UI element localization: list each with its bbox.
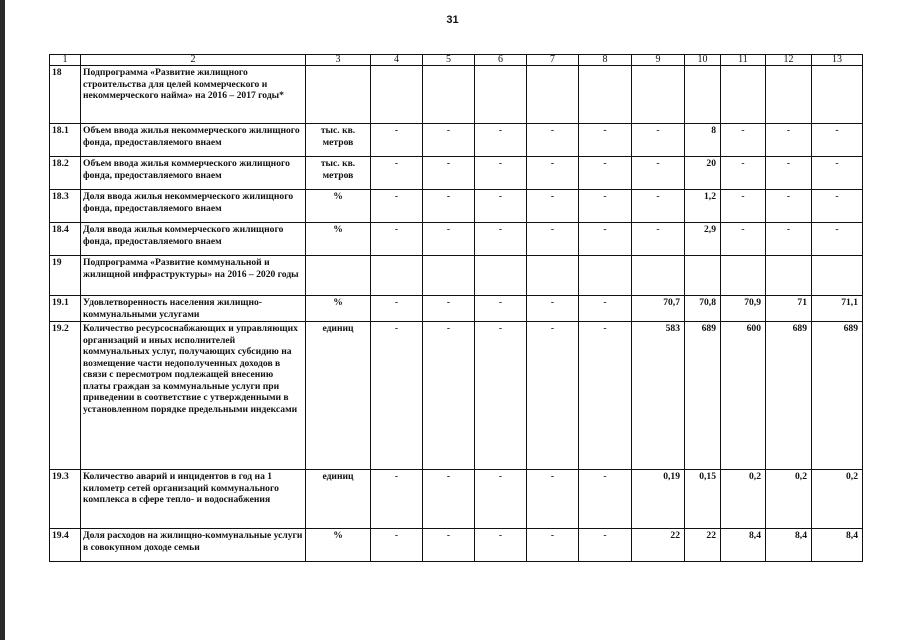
value-cell-col-7: -: [527, 190, 579, 223]
value-cell-col-4: -: [371, 190, 423, 223]
unit-of-measure: %: [306, 190, 371, 223]
value-cell-col-10: [685, 256, 721, 296]
unit-of-measure: %: [306, 223, 371, 256]
value-cell-col-5: [423, 66, 475, 124]
value-cell-col-12: -: [766, 223, 812, 256]
column-header-8: 8: [579, 55, 632, 66]
value-cell-col-11: -: [721, 157, 766, 190]
unit-of-measure: %: [306, 296, 371, 322]
value-cell-col-11: -: [721, 190, 766, 223]
value-cell-col-4: -: [371, 322, 423, 470]
value-cell-col-9: -: [632, 124, 685, 157]
value-cell-col-13: -: [812, 190, 863, 223]
table-row: [50, 296, 863, 322]
column-header-1: 1: [50, 55, 81, 66]
value-cell-col-4: -: [371, 470, 423, 529]
indicator-name: Подпрограмма «Развитие жилищного строительства для целей коммерческого и некоммерческого найма» на 2016 – 2017 годы*: [81, 66, 306, 124]
table-row: [50, 529, 863, 562]
value-cell-col-12: -: [766, 124, 812, 157]
value-cell-col-6: -: [475, 157, 527, 190]
value-cell-col-9: 583: [632, 322, 685, 470]
value-cell-col-9: 22: [632, 529, 685, 562]
table-row: [50, 190, 863, 223]
row-number: 18.3: [50, 190, 81, 223]
value-cell-col-9: 0,19: [632, 470, 685, 529]
scan-left-edge: [0, 0, 5, 640]
value-cell-col-13: 689: [812, 322, 863, 470]
value-cell-col-5: -: [423, 124, 475, 157]
column-header-7: 7: [527, 55, 579, 66]
value-cell-col-5: -: [423, 322, 475, 470]
value-cell-col-4: -: [371, 529, 423, 562]
value-cell-col-11: [721, 66, 766, 124]
unit-of-measure: [306, 66, 371, 124]
row-number: 18.4: [50, 223, 81, 256]
value-cell-col-8: -: [579, 190, 632, 223]
row-number: 19.3: [50, 470, 81, 529]
value-cell-col-12: -: [766, 190, 812, 223]
unit-of-measure: [306, 256, 371, 296]
column-header-3: 3: [306, 55, 371, 66]
value-cell-col-13: 8,4: [812, 529, 863, 562]
row-number: 19.4: [50, 529, 81, 562]
indicator-name: Доля ввода жилья некоммерческого жилищного фонда, предоставляемого внаем: [81, 190, 306, 223]
row-number: 18: [50, 66, 81, 124]
table-row: [50, 223, 863, 256]
value-cell-col-7: -: [527, 124, 579, 157]
value-cell-col-8: -: [579, 529, 632, 562]
value-cell-col-12: 71: [766, 296, 812, 322]
value-cell-col-4: -: [371, 223, 423, 256]
value-cell-col-10: 70,8: [685, 296, 721, 322]
value-cell-col-5: -: [423, 190, 475, 223]
column-header-12: 12: [766, 55, 812, 66]
value-cell-col-11: 8,4: [721, 529, 766, 562]
value-cell-col-5: -: [423, 157, 475, 190]
row-number: 19: [50, 256, 81, 296]
value-cell-col-4: -: [371, 157, 423, 190]
value-cell-col-8: -: [579, 322, 632, 470]
table-row: [50, 322, 863, 470]
row-number: 19.2: [50, 322, 81, 470]
table-row: [50, 157, 863, 190]
value-cell-col-4: -: [371, 296, 423, 322]
value-cell-col-6: [475, 256, 527, 296]
value-cell-col-9: [632, 256, 685, 296]
value-cell-col-10: 22: [685, 529, 721, 562]
value-cell-col-9: -: [632, 223, 685, 256]
value-cell-col-10: 2,9: [685, 223, 721, 256]
value-cell-col-6: [475, 66, 527, 124]
value-cell-col-13: [812, 66, 863, 124]
column-header-5: 5: [423, 55, 475, 66]
unit-of-measure: %: [306, 529, 371, 562]
indicator-name: Доля расходов на жилищно-коммунальные услуги в совокупном доходе семьи: [81, 529, 306, 562]
unit-of-measure: тыс. кв. метров: [306, 124, 371, 157]
unit-of-measure: единиц: [306, 470, 371, 529]
table-row: [50, 66, 863, 124]
value-cell-col-8: [579, 256, 632, 296]
table-row: [50, 470, 863, 529]
value-cell-col-10: 1,2: [685, 190, 721, 223]
indicator-name: Доля ввода жилья коммерческого жилищного фонда, предоставляемого внаем: [81, 223, 306, 256]
column-header-6: 6: [475, 55, 527, 66]
value-cell-col-12: 689: [766, 322, 812, 470]
value-cell-col-6: -: [475, 296, 527, 322]
value-cell-col-5: -: [423, 296, 475, 322]
value-cell-col-4: [371, 256, 423, 296]
value-cell-col-7: -: [527, 223, 579, 256]
value-cell-col-13: 0,2: [812, 470, 863, 529]
value-cell-col-7: [527, 66, 579, 124]
indicator-name: Объем ввода жилья коммерческого жилищного фонда, предоставляемого внаем: [81, 157, 306, 190]
indicator-name: Количество ресурсоснабжающих и управляющих организаций и иных исполнителей коммунальных услуг, получающих субсидию на возмещение части недополученных доходов в связи с пересмотром подлежащей внесению платы граждан за коммунальные услуги при приведении в соответствие с утвержденными в установленном порядке предельными индексами: [81, 322, 306, 470]
unit-of-measure: тыс. кв. метров: [306, 157, 371, 190]
value-cell-col-8: -: [579, 296, 632, 322]
value-cell-col-6: -: [475, 124, 527, 157]
row-number: 18.1: [50, 124, 81, 157]
value-cell-col-10: 20: [685, 157, 721, 190]
unit-of-measure: единиц: [306, 322, 371, 470]
value-cell-col-8: -: [579, 223, 632, 256]
value-cell-col-7: -: [527, 322, 579, 470]
value-cell-col-8: -: [579, 124, 632, 157]
column-header-13: 13: [812, 55, 863, 66]
row-number: 19.1: [50, 296, 81, 322]
value-cell-col-7: -: [527, 157, 579, 190]
value-cell-col-13: -: [812, 124, 863, 157]
header-row: [50, 55, 863, 66]
row-number: 18.2: [50, 157, 81, 190]
value-cell-col-13: -: [812, 223, 863, 256]
value-cell-col-10: [685, 66, 721, 124]
value-cell-col-12: -: [766, 157, 812, 190]
indicator-name: Удовлетворенность населения жилищно-коммунальными услугами: [81, 296, 306, 322]
value-cell-col-11: -: [721, 124, 766, 157]
column-header-11: 11: [721, 55, 766, 66]
value-cell-col-10: 8: [685, 124, 721, 157]
table-row: [50, 256, 863, 296]
value-cell-col-11: -: [721, 223, 766, 256]
value-cell-col-4: -: [371, 124, 423, 157]
value-cell-col-12: 8,4: [766, 529, 812, 562]
value-cell-col-7: -: [527, 296, 579, 322]
value-cell-col-6: -: [475, 190, 527, 223]
table-row: [50, 124, 863, 157]
column-header-10: 10: [685, 55, 721, 66]
value-cell-col-11: 600: [721, 322, 766, 470]
value-cell-col-7: -: [527, 529, 579, 562]
value-cell-col-7: -: [527, 470, 579, 529]
value-cell-col-5: -: [423, 529, 475, 562]
value-cell-col-12: 0,2: [766, 470, 812, 529]
value-cell-col-5: -: [423, 223, 475, 256]
value-cell-col-9: [632, 66, 685, 124]
value-cell-col-8: -: [579, 157, 632, 190]
value-cell-col-4: [371, 66, 423, 124]
indicator-table: [49, 54, 863, 562]
value-cell-col-13: 71,1: [812, 296, 863, 322]
value-cell-col-9: -: [632, 157, 685, 190]
value-cell-col-12: [766, 256, 812, 296]
value-cell-col-10: 689: [685, 322, 721, 470]
value-cell-col-6: -: [475, 529, 527, 562]
value-cell-col-8: [579, 66, 632, 124]
page-number: 31: [446, 14, 459, 26]
column-header-2: 2: [81, 55, 306, 66]
column-header-4: 4: [371, 55, 423, 66]
value-cell-col-8: -: [579, 470, 632, 529]
value-cell-col-10: 0,15: [685, 470, 721, 529]
indicator-name: Объем ввода жилья некоммерческого жилищного фонда, предоставляемого внаем: [81, 124, 306, 157]
value-cell-col-5: -: [423, 470, 475, 529]
value-cell-col-12: [766, 66, 812, 124]
value-cell-col-9: 70,7: [632, 296, 685, 322]
value-cell-col-6: -: [475, 470, 527, 529]
value-cell-col-7: [527, 256, 579, 296]
table-body: [50, 55, 863, 562]
value-cell-col-6: -: [475, 223, 527, 256]
value-cell-col-13: [812, 256, 863, 296]
value-cell-col-11: 70,9: [721, 296, 766, 322]
value-cell-col-9: -: [632, 190, 685, 223]
column-header-9: 9: [632, 55, 685, 66]
value-cell-col-5: [423, 256, 475, 296]
value-cell-col-13: -: [812, 157, 863, 190]
indicator-name: Количество аварий и инцидентов в год на 1 километр сетей организаций коммунального комплекса в сфере тепло- и водоснабжения: [81, 470, 306, 529]
value-cell-col-11: [721, 256, 766, 296]
value-cell-col-6: -: [475, 322, 527, 470]
value-cell-col-11: 0,2: [721, 470, 766, 529]
indicator-name: Подпрограмма «Развитие коммунальной и жилищной инфраструктуры» на 2016 – 2020 годы: [81, 256, 306, 296]
